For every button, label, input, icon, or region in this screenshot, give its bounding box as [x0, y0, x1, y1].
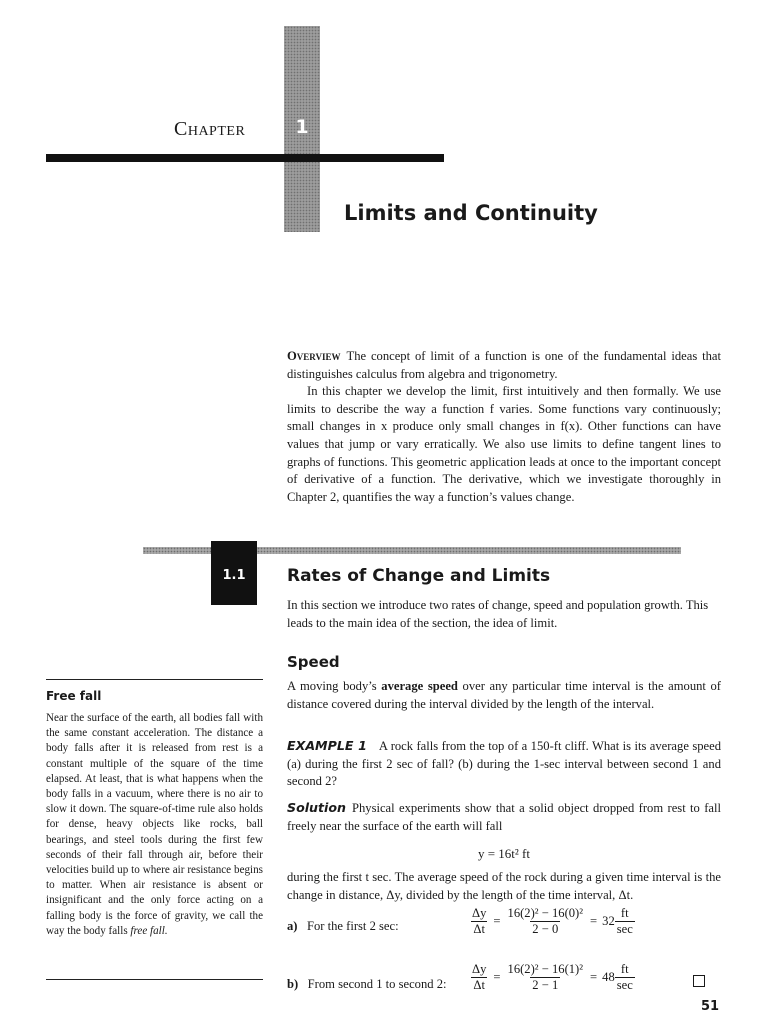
example-label: EXAMPLE 1 — [287, 738, 367, 753]
page-number: 51 — [701, 999, 720, 1014]
chapter-rule — [46, 154, 444, 162]
end-of-proof-icon — [693, 975, 705, 987]
section-title: Rates of Change and Limits — [287, 566, 551, 586]
solution-paragraph-2: during the first t sec. The average speed of the rock during a given time interval is the change in distance, Δy, divided by the length of the time interval, Δt. — [287, 870, 721, 902]
overview — [287, 348, 721, 506]
chapter-label: Chapter — [174, 118, 246, 140]
step-b-label: b) From second 1 to second 2: — [287, 977, 447, 991]
step-a-equation: $\frac{\Delta y}{\Delta t}$ = $\frac{\text{16(2)² − 16(0)²}}{2 - 0}$ = 32 $\frac{ft}{\sec}$ — [472, 906, 633, 936]
sidebar-text: Near the surface of the earth, all bodies fall with the same constant acceleration. The distance a body falls after it is released from rest is a constant multiple of the square of the time elapsed. At least, that is what happens when the body falls in a vacuum, where there is no air to slow it down. The square-of-time rule also holds for dense, heavy objects like rocks, ball bearings, and steel tools during the first few seconds of their fall through air, before their velocities build up to where air resistance begins to matter. When air resistance is absent or insignificant and the only force acting on a falling body is the force of gravity, we call the way the body falls free fall. — [46, 712, 263, 937]
equation-fall-distance: y = 16t² ft — [477, 846, 531, 861]
section-intro: In this section we introduce two rates of change, speed and population growth. This leads to the main idea of the section, the idea of limit. — [287, 598, 709, 630]
speed-paragraph: A moving body’s average speed over any particular time interval is the amount of distance covered during the interval divided by the length of the interval. — [287, 679, 721, 711]
step-b-equation: $\frac{\Delta y}{\Delta t}$ = $\frac{\text{16(2)² − 16(1)²}}{2 - 1}$ = 48 $\frac{ft}{\sec}$ — [472, 962, 633, 992]
subsection-heading: Speed — [287, 653, 340, 671]
sidebar-title: Free fall — [46, 689, 102, 703]
step-a-label: a) For the first 2 sec: — [287, 919, 399, 933]
solution-paragraph: Solution Physical experiments show that a solid object dropped from rest to fall freely near the surface of the earth will fall — [287, 800, 721, 833]
sidebar-top-rule — [46, 679, 263, 680]
overview-paragraph-1: Overview The concept of limit of a function is one of the fundamental ideas that distinguishes calculus from algebra and trigonometry. — [287, 349, 721, 381]
chapter-title: Limits and Continuity — [344, 201, 598, 225]
solution-label: Solution — [287, 800, 346, 815]
section-number: 1.1 — [211, 541, 257, 605]
chapter-number: 1 — [295, 116, 309, 138]
sidebar-bottom-rule — [46, 979, 263, 980]
overview-heading: Overview — [287, 349, 341, 363]
example-paragraph: EXAMPLE 1 A rock falls from the top of a 150-ft cliff. What is its average speed (a) during the first 2 sec of fall? (b) during the 1-sec interval between second 1 and second 2? — [287, 738, 721, 789]
overview-paragraph-2: In this chapter we develop the limit, first intuitively and then formally. We use limits to describe the way a function f varies. Some functions vary continuously; small changes in x produce only small changes in f(x). Other functions can have values that jump or vary erratically. We also use limits to define tangent lines to graphs of functions. This geometric application leads at once to the important concept of derivative of a function. The derivative, which we investigate thoroughly in Chapter 2, quantifies the way a function’s values change. — [287, 384, 721, 504]
